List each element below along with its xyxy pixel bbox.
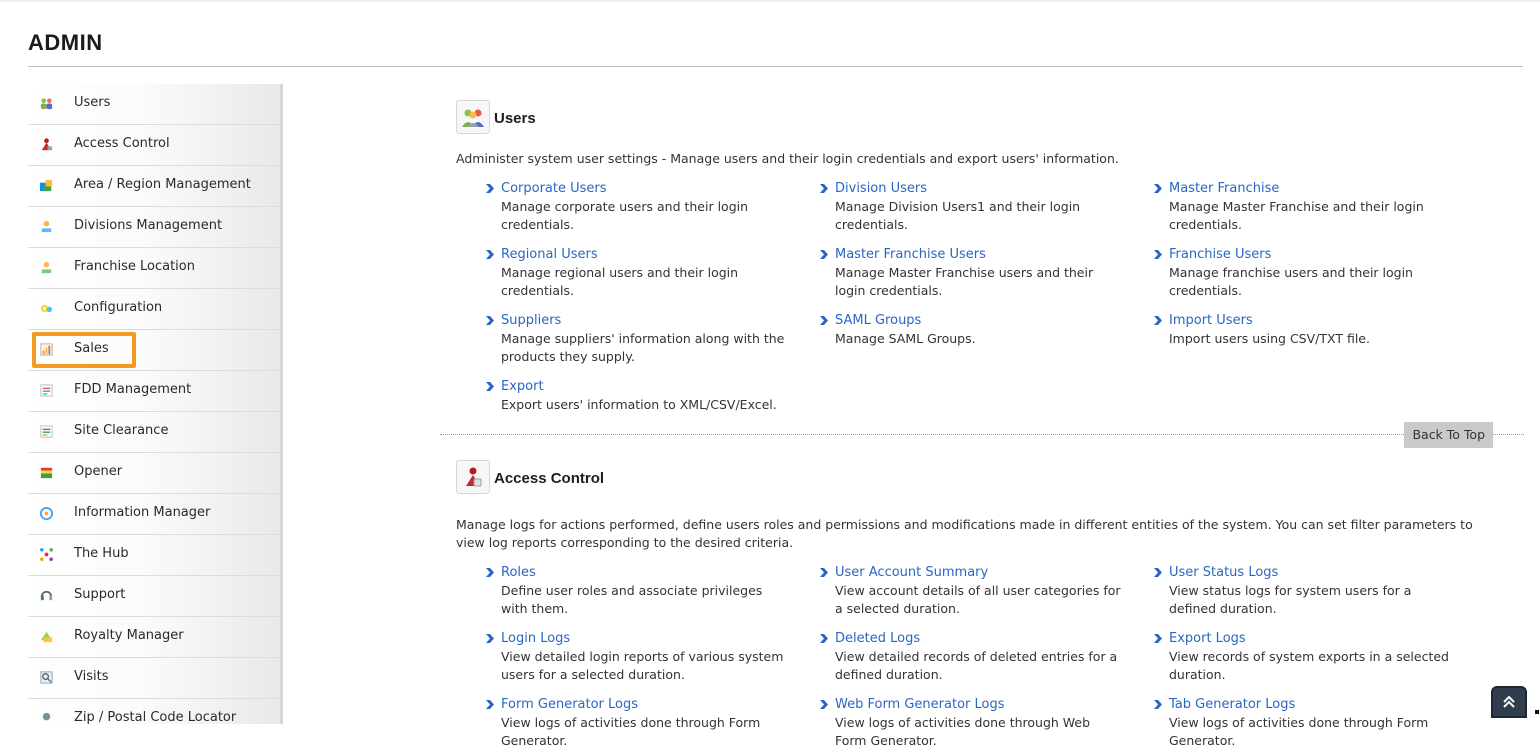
sidebar-item-label: Users	[74, 95, 111, 110]
corner-marker	[1535, 710, 1539, 714]
bullet-arrow-icon	[486, 700, 494, 709]
form-generator-logs-link[interactable]: Form Generator Logs	[501, 697, 639, 712]
sidebar-item-label: Royalty Manager	[74, 628, 184, 643]
list-item	[820, 630, 1125, 684]
list-item	[486, 378, 791, 414]
link-description: View detailed login reports of various system users for a selected duration.	[501, 649, 784, 682]
sidebar-item-label: The Hub	[74, 546, 129, 561]
users-links-grid	[486, 180, 1524, 414]
link-description: View logs of activities done through Form Generator.	[501, 715, 761, 748]
sidebar-item-site-clearance[interactable]	[28, 412, 280, 453]
sidebar-item-opener[interactable]	[28, 453, 280, 494]
link-description: Import users using CSV/TXT file.	[1169, 331, 1370, 346]
users-icon	[39, 96, 54, 111]
bullet-arrow-icon	[820, 184, 828, 193]
corporate-users-link[interactable]: Corporate Users	[501, 181, 607, 196]
configuration-icon	[39, 301, 54, 316]
sidebar-item-label: Configuration	[74, 300, 163, 315]
users-section	[440, 84, 1524, 414]
list-item	[1154, 180, 1459, 234]
sidebar-item-the-hub[interactable]	[28, 535, 280, 576]
sidebar-item-support[interactable]	[28, 576, 280, 617]
bullet-arrow-icon	[486, 634, 494, 643]
link-description: View account details of all user categories for a selected duration.	[835, 583, 1121, 616]
list-item	[486, 180, 791, 234]
roles-link[interactable]: Roles	[501, 565, 536, 580]
fdd-icon	[39, 383, 54, 398]
list-item	[1154, 564, 1459, 618]
user-account-summary-link[interactable]: User Account Summary	[835, 565, 989, 580]
access-control-lock-icon	[456, 460, 490, 494]
link-description: View status logs for system users for a defined duration.	[1169, 583, 1412, 616]
divisions-icon	[39, 219, 54, 234]
section-title: Access Control	[494, 470, 605, 487]
sidebar-item-label: FDD Management	[74, 382, 192, 397]
top-border	[0, 0, 1540, 2]
bullet-arrow-icon	[1154, 700, 1162, 709]
visits-icon	[39, 670, 54, 685]
bullet-arrow-icon	[486, 250, 494, 259]
royalty-icon	[39, 629, 54, 644]
hub-icon	[39, 547, 54, 562]
main-content	[440, 84, 1524, 750]
franchise-location-icon	[39, 260, 54, 275]
list-item	[820, 312, 1125, 366]
double-chevron-up-icon	[1501, 694, 1517, 710]
users-group-icon	[456, 100, 490, 134]
access-links-grid	[486, 564, 1524, 750]
list-item	[1154, 312, 1459, 366]
title-divider	[28, 66, 1523, 67]
bullet-arrow-icon	[820, 634, 828, 643]
link-description: View records of system exports in a selected duration.	[1169, 649, 1449, 682]
import-users-link[interactable]: Import Users	[1169, 313, 1253, 328]
site-clearance-icon	[39, 424, 54, 439]
login-logs-link[interactable]: Login Logs	[501, 631, 571, 646]
list-item	[486, 564, 791, 618]
sidebar-item-label: Support	[74, 587, 126, 602]
bullet-arrow-icon	[486, 382, 494, 391]
sidebar-item-label: Divisions Management	[74, 218, 223, 233]
bullet-arrow-icon	[1154, 316, 1162, 325]
sidebar-item-sales[interactable]	[28, 330, 280, 371]
section-header	[440, 458, 1524, 496]
list-item	[820, 180, 1125, 234]
link-description: Manage suppliers' information along with the products they supply.	[501, 331, 785, 364]
link-description: View logs of activities done through Form Generator.	[1169, 715, 1429, 748]
sidebar-item-label: Information Manager	[74, 505, 211, 520]
tab-generator-logs-link[interactable]: Tab Generator Logs	[1169, 697, 1296, 712]
admin-sidebar	[28, 84, 283, 724]
link-description: Define user roles and associate privileges with them.	[501, 583, 763, 616]
list-item	[486, 696, 791, 750]
opener-icon	[39, 465, 54, 480]
link-description: View detailed records of deleted entries for a defined duration.	[835, 649, 1118, 682]
bullet-arrow-icon	[1154, 634, 1162, 643]
sidebar-item-information-manager[interactable]	[28, 494, 280, 535]
sidebar-item-royalty-manager[interactable]	[28, 617, 280, 658]
bullet-arrow-icon	[486, 184, 494, 193]
link-description: Manage regional users and their login credentials.	[501, 265, 739, 298]
access-control-icon	[39, 137, 54, 152]
page-title: ADMIN	[28, 30, 103, 55]
area-region-icon	[39, 178, 54, 193]
sidebar-item-fdd[interactable]	[28, 371, 280, 412]
list-item	[486, 312, 791, 366]
bullet-arrow-icon	[1154, 568, 1162, 577]
user-status-logs-link[interactable]: User Status Logs	[1169, 565, 1279, 580]
zip-locator-icon	[39, 711, 54, 724]
sidebar-item-label: Visits	[74, 669, 109, 684]
division-users-link[interactable]: Division Users	[835, 181, 928, 196]
list-item	[1154, 696, 1459, 750]
access-control-section	[440, 458, 1524, 750]
bullet-arrow-icon	[486, 568, 494, 577]
master-franchise-link[interactable]: Master Franchise	[1169, 181, 1280, 196]
link-description: Manage franchise users and their login credentials.	[1169, 265, 1413, 298]
franchise-users-link[interactable]: Franchise Users	[1169, 247, 1272, 262]
sidebar-item-access-control[interactable]	[28, 125, 280, 166]
link-description: Manage SAML Groups.	[835, 331, 976, 346]
sidebar-item-divisions[interactable]	[28, 207, 280, 248]
list-item	[820, 696, 1125, 750]
sidebar-item-label: Access Control	[74, 136, 170, 151]
list-item	[1154, 630, 1459, 684]
list-item	[1154, 246, 1459, 300]
link-description: Manage Master Franchise users and their login credentials.	[835, 265, 1094, 298]
master-franchise-users-link[interactable]: Master Franchise Users	[835, 247, 986, 262]
export-logs-link[interactable]: Export Logs	[1169, 631, 1246, 646]
sidebar-item-label: Site Clearance	[74, 423, 169, 438]
link-description: Export users' information to XML/CSV/Excel.	[501, 397, 777, 412]
sidebar-item-franchise-location[interactable]	[28, 248, 280, 289]
link-description: Manage Master Franchise and their login credentials.	[1169, 199, 1424, 232]
sidebar-item-users[interactable]	[28, 84, 280, 125]
export-link[interactable]: Export	[501, 379, 544, 394]
link-description: View logs of activities done through Web Form Generator.	[835, 715, 1091, 748]
list-item	[820, 564, 1125, 618]
sidebar-item-label: Zip / Postal Code Locator	[74, 710, 237, 724]
web-form-generator-logs-link[interactable]: Web Form Generator Logs	[835, 697, 1005, 712]
section-title: Users	[494, 110, 536, 127]
list-item	[820, 246, 1125, 300]
sidebar-item-label: Franchise Location	[74, 259, 195, 274]
support-icon	[39, 588, 54, 603]
saml-groups-link[interactable]: SAML Groups	[835, 313, 922, 328]
deleted-logs-link[interactable]: Deleted Logs	[835, 631, 921, 646]
sidebar-item-visits[interactable]	[28, 658, 280, 699]
sidebar-item-area-region[interactable]	[28, 166, 280, 207]
link-description: Manage Division Users1 and their login credentials.	[835, 199, 1081, 232]
regional-users-link[interactable]: Regional Users	[501, 247, 598, 262]
section-description: Administer system user settings - Manage users and their login credentials and export users' information.	[456, 151, 1119, 166]
bullet-arrow-icon	[1154, 250, 1162, 259]
list-item	[486, 246, 791, 300]
list-item	[486, 630, 791, 684]
link-description: Manage corporate users and their login credentials.	[501, 199, 749, 232]
sales-icon	[39, 342, 54, 357]
section-header	[440, 84, 1524, 134]
dotted-divider	[440, 434, 1524, 435]
suppliers-link[interactable]: Suppliers	[501, 313, 562, 328]
bullet-arrow-icon	[820, 568, 828, 577]
back-to-top-button[interactable]: Back To Top	[1404, 422, 1493, 448]
sidebar-item-label: Area / Region Management	[74, 177, 251, 192]
information-manager-icon	[39, 506, 54, 521]
section-description: Manage logs for actions performed, define users roles and permissions and modifications made in different entities of the system. You can set filter parameters to view log reports corresponding to the desired criteria.	[456, 517, 1473, 550]
bullet-arrow-icon	[820, 316, 828, 325]
bullet-arrow-icon	[820, 700, 828, 709]
sidebar-item-label: Opener	[74, 464, 123, 479]
sidebar-item-zip-locator[interactable]	[28, 699, 280, 724]
sidebar-item-label: Sales	[74, 341, 109, 356]
bullet-arrow-icon	[486, 316, 494, 325]
scroll-to-top-button[interactable]	[1491, 686, 1527, 718]
sidebar-item-configuration[interactable]	[28, 289, 280, 330]
bullet-arrow-icon	[820, 250, 828, 259]
bullet-arrow-icon	[1154, 184, 1162, 193]
section-separator	[440, 414, 1524, 458]
